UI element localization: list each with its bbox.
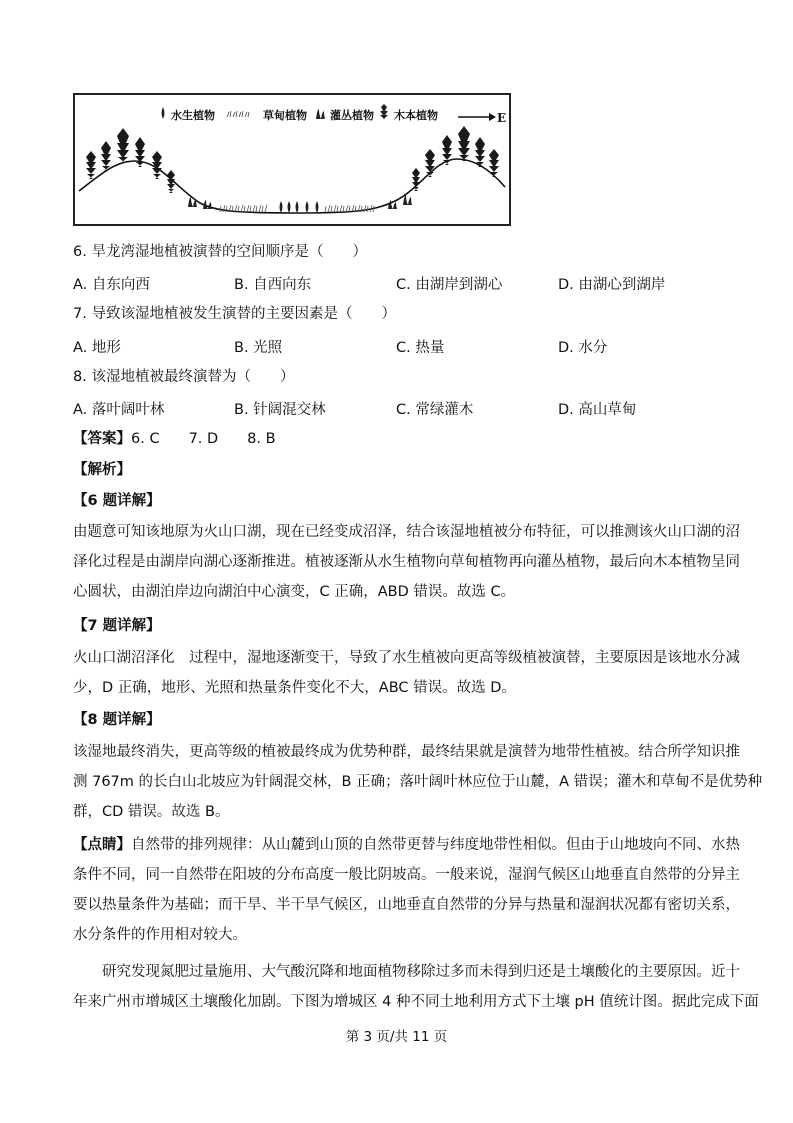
q6-detail-heading: 【6 题详解】 [73,493,161,509]
tip-line-4: 水分条件的作用相对较大。 [73,927,247,943]
q7-option-b: B. 光照 [234,340,283,356]
legend-aquatic-label: 水生植物 [171,109,215,122]
q8-option-b: B. 针阔混交林 [234,402,326,418]
q7-line-2: 少，D 正确，地形、光照和热量条件变化不大，ABC 错误。故选 D。 [73,680,516,696]
q7-detail-text [73,643,740,703]
question-6-stem: 6. 旱龙湾湿地植被演替的空间顺序是（ ） [73,244,367,260]
answer-label: 【答案】 [73,431,131,447]
answer-line [73,429,276,449]
question-7-stem: 7. 导致该湿地植被发生演替的主要因素是（ ） [73,306,396,322]
q6-option-c: C. 由湖岸到湖心 [396,277,503,293]
legend-woody-label: 木本植物 [394,109,438,122]
q8-detail-text [73,737,763,827]
figure-legend [75,107,509,123]
intro-line-2: 年来广州市增城区土壤酸化加剧。下图为增城区 4 种不同土地利用方式下土壤 pH 值统计图。据此完成下面 [73,994,759,1010]
q6-line-1: 由题意可知该地原为火山口湖，现在已经变成沼泽，结合该湿地植被分布特征，可以推测该火山口湖的沼 [73,524,740,540]
q7-option-a: A. 地形 [73,340,121,356]
q8-line-2: 测 767m 的长白山北坡应为针阔混交林，B 正确；落叶阔叶林应位于山麓，A 错误；灌木和草甸不是优势种 [73,774,763,790]
q7-option-c: C. 热量 [396,340,445,356]
q6-detail-text [73,517,740,607]
tip-line-3: 要以热量条件为基础；而干旱、半干旱气候区，山地垂直自然带的分异与热量和湿润状况都有密切关系， [73,897,740,913]
vegetation-profile-figure [73,93,511,226]
tip-line-2: 条件不同，同一自然带在阳坡的分布高度一般比阴坡高。一般来说，湿润气候区山地垂直自然带的分异主 [73,867,740,883]
next-section-intro [73,957,759,1017]
tip-line-1-text: 自然带的排列规律：从山麓到山顶的自然带更替与纬度地带性相似。但由于山地坡向不同、水热 [131,837,740,853]
q6-option-b: B. 自西向东 [234,277,312,293]
terrain-profile [79,159,505,213]
q7-line-1: 火山口湖沼泽化 过程中，湿地逐渐变干，导致了水生植被向更高等级植被演替，主要原因是该地水分减 [73,650,740,666]
q6-option-a: A. 自东向西 [73,277,150,293]
q8-option-d: D. 高山草甸 [558,402,637,418]
answer-text: 6. C 7. D 8. B [131,431,276,447]
tip-line-1 [73,830,740,860]
question-8-stem: 8. 该湿地植被最终演替为（ ） [73,369,295,385]
legend-shrub-label: 灌丛植物 [330,109,374,122]
q8-option-c: C. 常绿灌木 [396,402,474,418]
q7-detail-heading: 【7 题详解】 [73,618,161,634]
q8-detail-heading: 【8 题详解】 [73,712,161,728]
q6-line-2: 泽化过程是由湖岸向湖心逐渐推进。植被逐渐从水生植物向草甸植物再向灌丛植物，最后向木本植物呈同 [73,554,740,570]
tip-label: 【点睛】 [73,837,131,853]
q8-line-3: 群，CD 错误。故选 B。 [73,804,230,820]
q6-line-3: 心圆状，由湖泊岸边向湖泊中心演变，C 正确，ABD 错误。故选 C。 [73,584,516,600]
direction-label: E [497,111,507,125]
analysis-label: 【解析】 [73,462,131,478]
tip-block [73,830,740,950]
q7-option-d: D. 水分 [558,340,608,356]
aquatic-plants [280,201,319,213]
q8-line-1: 该湿地最终消失，更高等级的植被最终成为优势种群，最终结果就是演替为地带性植被。结合所学知识推 [73,744,740,760]
page-number: 第 3 页/共 11 页 [345,1029,448,1045]
legend-meadow-label: 草甸植物 [263,109,307,122]
q6-option-d: D. 由湖心到湖岸 [558,277,666,293]
intro-line-1: 研究发现氮肥过量施用、大气酸沉降和地面植物移除过多而未得到归还是土壤酸化的主要原因。近十 [73,964,740,980]
q8-option-a: A. 落叶阔叶林 [73,402,165,418]
